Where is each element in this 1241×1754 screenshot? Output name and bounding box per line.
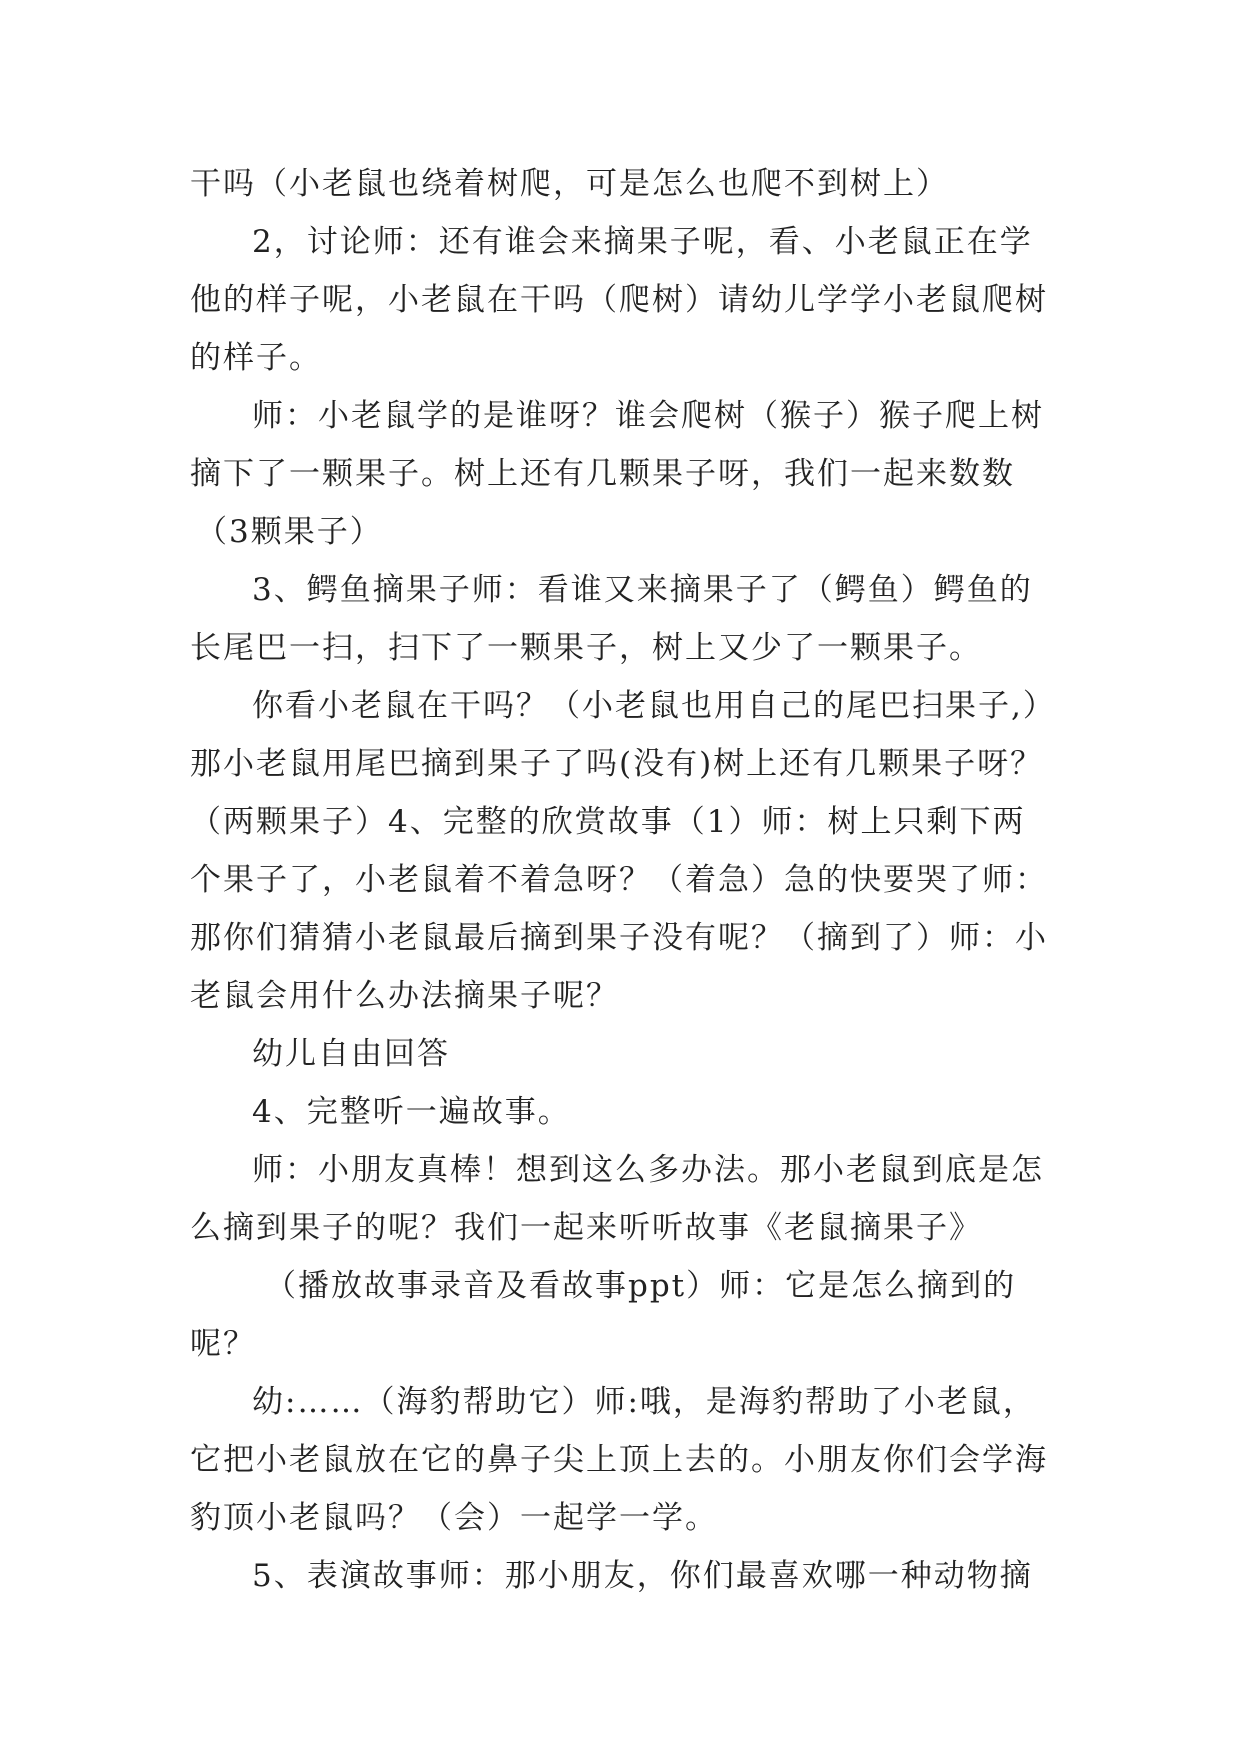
paragraph-4: （3颗果子） bbox=[196, 514, 383, 550]
paragraph-3: 师：小老鼠学的是谁呀？谁会爬树（猴子）猴子爬上树摘下了一颗果子。树上还有几颗果子呀，我们一起来数数 bbox=[190, 398, 1044, 492]
document-body bbox=[190, 155, 1055, 1605]
paragraph-12: 5、表演故事师：那小朋友，你们最喜欢哪一种动物摘 bbox=[252, 1558, 1033, 1594]
paragraph-11: 幼:……（海豹帮助它）师:哦，是海豹帮助了小老鼠，它把小老鼠放在它的鼻子尖上顶上去的。小朋友你们会学海豹顶小老鼠吗？（会）一起学一学。 bbox=[190, 1384, 1048, 1536]
paragraph-5: 3、鳄鱼摘果子师：看谁又来摘果子了（鳄鱼）鳄鱼的长尾巴一扫，扫下了一颗果子，树上又少了一颗果子。 bbox=[190, 572, 1033, 666]
paragraph-6: 你看小老鼠在干吗？（小老鼠也用自己的尾巴扫果子,）那小老鼠用尾巴摘到果子了吗(没有)树上还有几颗果子呀？（两颗果子）4、完整的欣赏故事（1）师：树上只剩下两个果子了，小老鼠着不着急呀？（着急）急的快要哭了师：那你们猜猜小老鼠最后摘到果子没有呢？（摘到了）师：小老鼠会用什么办法摘果子呢？ bbox=[190, 688, 1048, 1014]
paragraph-9: 师：小朋友真棒！想到这么多办法。那小老鼠到底是怎么摘到果子的呢？我们一起来听听故事《老鼠摘果子》 bbox=[190, 1152, 1044, 1246]
paragraph-8: 4、完整听一遍故事。 bbox=[252, 1094, 571, 1130]
paragraph-1: 干吗（小老鼠也绕着树爬，可是怎么也爬不到树上） bbox=[190, 166, 949, 202]
paragraph-10: （播放故事录音及看故事ppt）师：它是怎么摘到的呢？ bbox=[190, 1268, 1017, 1362]
paragraph-2: 2，讨论师：还有谁会来摘果子呢，看、小老鼠正在学他的样子呢，小老鼠在干吗（爬树）请幼儿学学小老鼠爬树的样子。 bbox=[190, 224, 1048, 376]
paragraph-7: 幼儿自由回答 bbox=[252, 1036, 450, 1072]
